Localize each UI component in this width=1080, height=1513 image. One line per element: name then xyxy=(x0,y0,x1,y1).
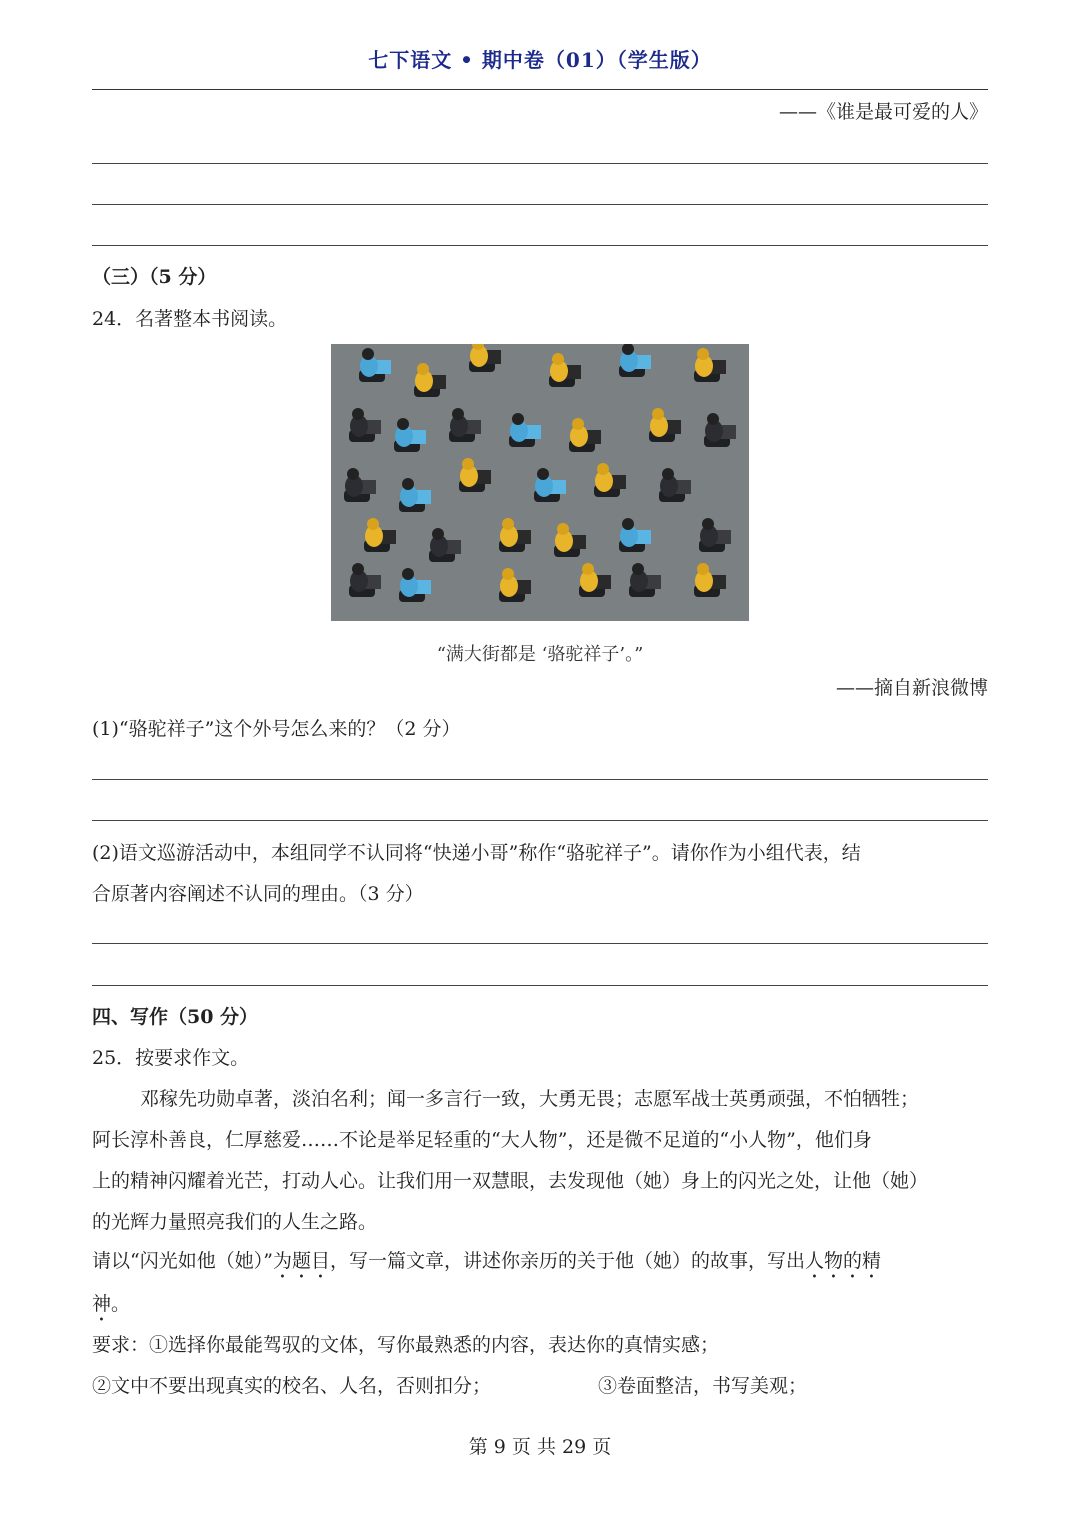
sub-question-2-cont: 合原著内容阐述不认同的理由。（3 分） xyxy=(92,883,424,905)
writing-task-cont xyxy=(92,1292,130,1326)
answer-line xyxy=(92,985,988,986)
prompt-text: 阿长淳朴善良，仁厚慈爱……不论是举足轻重的“大人物”，还是微不足道的“小人物”，他们身 xyxy=(92,1129,872,1151)
answer-line xyxy=(92,943,988,944)
answer-line xyxy=(92,820,988,821)
header-title: 七下语文 • 期中卷（01）（学生版） xyxy=(368,48,712,72)
image-source: ——摘自新浪微博 xyxy=(835,677,988,699)
sub-question-2: (2)语文巡游活动中，本组同学不认同将“快递小哥”称作“骆驼祥子”。请你作为小组代表，结 xyxy=(92,842,861,864)
requirement-2: ②文中不要出现真实的校名、人名，否则扣分； xyxy=(92,1375,492,1397)
prompt-text: 上的精神闪耀着光芒，打动人心。让我们用一双慧眼，去发现他（她）身上的闪光之处，让他（她） xyxy=(92,1170,929,1192)
answer-line xyxy=(92,245,988,246)
riders-illustration xyxy=(331,344,749,621)
requirement-1: 要求：①选择你最能驾驭的文体，写你最熟悉的内容，表达你的真情实感； xyxy=(92,1334,720,1356)
emphasis-text: 人物的精 xyxy=(804,1250,881,1272)
prompt-text: 的光辉力量照亮我们的人生之路。 xyxy=(92,1211,378,1233)
delivery-riders-photo xyxy=(331,344,749,621)
header-rule xyxy=(92,89,988,90)
task-text: 。 xyxy=(111,1293,131,1315)
question-25: 25．按要求作文。 xyxy=(92,1047,250,1069)
source-citation: ——《谁是最可爱的人》 xyxy=(778,101,988,123)
answer-line xyxy=(92,204,988,205)
answer-line xyxy=(92,163,988,164)
image-caption: “满大街都是 ‘骆驼祥子’。” xyxy=(436,644,644,665)
page-number: 第 9 页 共 29 页 xyxy=(468,1436,612,1458)
prompt-text: 邓稼先功勋卓著，淡泊名利；闻一多言行一致，大勇无畏；志愿军战士英勇顽强，不怕牺牲； xyxy=(140,1088,920,1110)
emphasis-text: 神 xyxy=(92,1293,112,1315)
answer-line xyxy=(92,779,988,780)
task-text: ，写一篇文章，讲述你亲历的关于他（她）的故事，写出 xyxy=(329,1250,805,1272)
question-24: 24．名著整本书阅读。 xyxy=(92,308,288,330)
section-heading: （三）（5 分） xyxy=(92,266,217,288)
task-text: 请以“闪光如他（她）” xyxy=(92,1250,273,1272)
requirement-3: ③卷面整洁，书写美观； xyxy=(598,1375,808,1397)
emphasis-text: 为题目 xyxy=(272,1250,330,1272)
sub-question-1: (1)“骆驼祥子”这个外号怎么来的？（2 分） xyxy=(92,718,461,740)
section-heading: 四、写作（50 分） xyxy=(92,1006,259,1028)
writing-task xyxy=(92,1249,881,1283)
